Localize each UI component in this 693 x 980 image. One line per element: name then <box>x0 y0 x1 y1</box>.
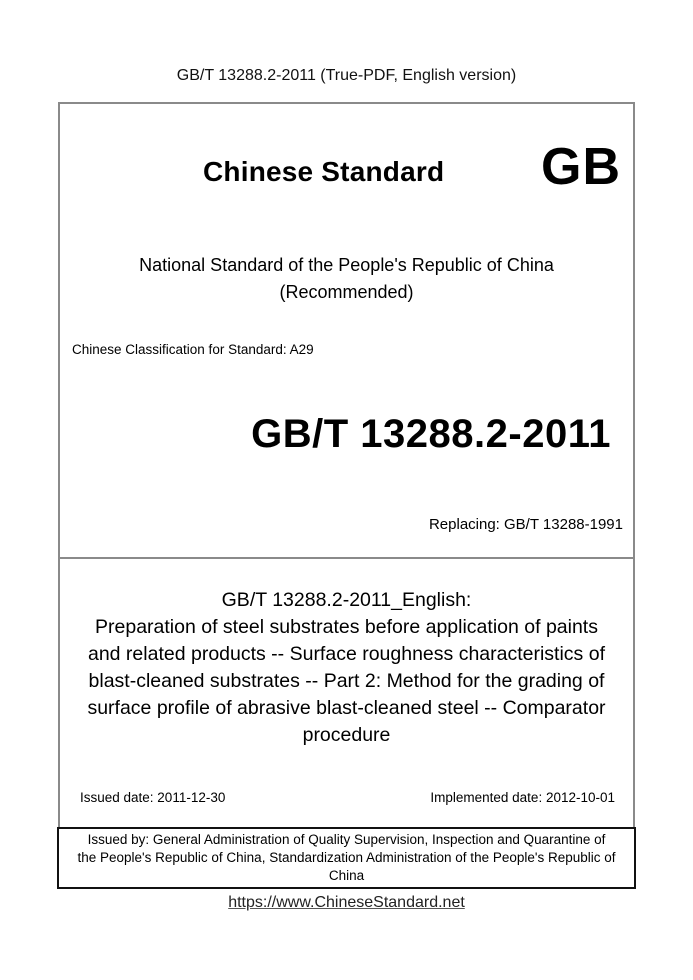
issuer-line: China <box>328 868 365 883</box>
national-standard-label <box>60 252 633 306</box>
issuer-line: Issued by: General Administration of Quality Supervision, Inspection and Quarantine of <box>87 832 606 847</box>
cover-top-section <box>60 104 633 559</box>
issuer-box <box>57 827 636 889</box>
implemented-date: Implemented date: 2012-10-01 <box>430 790 615 805</box>
issued-date: Issued date: 2011-12-30 <box>80 790 226 805</box>
title-line: blast-cleaned substrates -- Part 2: Method for the grading of <box>88 670 605 692</box>
national-standard-line: National Standard of the People's Republic of China <box>139 255 554 275</box>
title-line: procedure <box>302 724 391 746</box>
website-link[interactable]: https://www.ChineseStandard.net <box>228 894 465 911</box>
gb-mark: GB <box>541 138 621 196</box>
title-line: GB/T 13288.2-2011_English: <box>221 589 472 611</box>
replacing-label: Replacing: GB/T 13288-1991 <box>428 516 623 533</box>
title-line: and related products -- Surface roughness characteristics of <box>87 643 605 665</box>
issuer-line: the People's Republic of China, Standardization Administration of the People's Republic of <box>77 850 616 865</box>
standard-number: GB/T 13288.2-2011 <box>251 412 611 456</box>
title-line: Preparation of steel substrates before application of paints <box>95 616 598 638</box>
document-header: GB/T 13288.2-2011 (True-PDF, English version) <box>176 67 517 84</box>
recommended-label: (Recommended) <box>279 282 414 302</box>
classification-label: Chinese Classification for Standard: A29 <box>72 342 314 357</box>
standard-title-block <box>60 559 633 749</box>
cover-frame <box>58 102 635 833</box>
title-line: surface profile of abrasive blast-cleaned steel -- Comparator <box>87 697 606 719</box>
chinese-standard-title: Chinese Standard <box>203 156 445 187</box>
